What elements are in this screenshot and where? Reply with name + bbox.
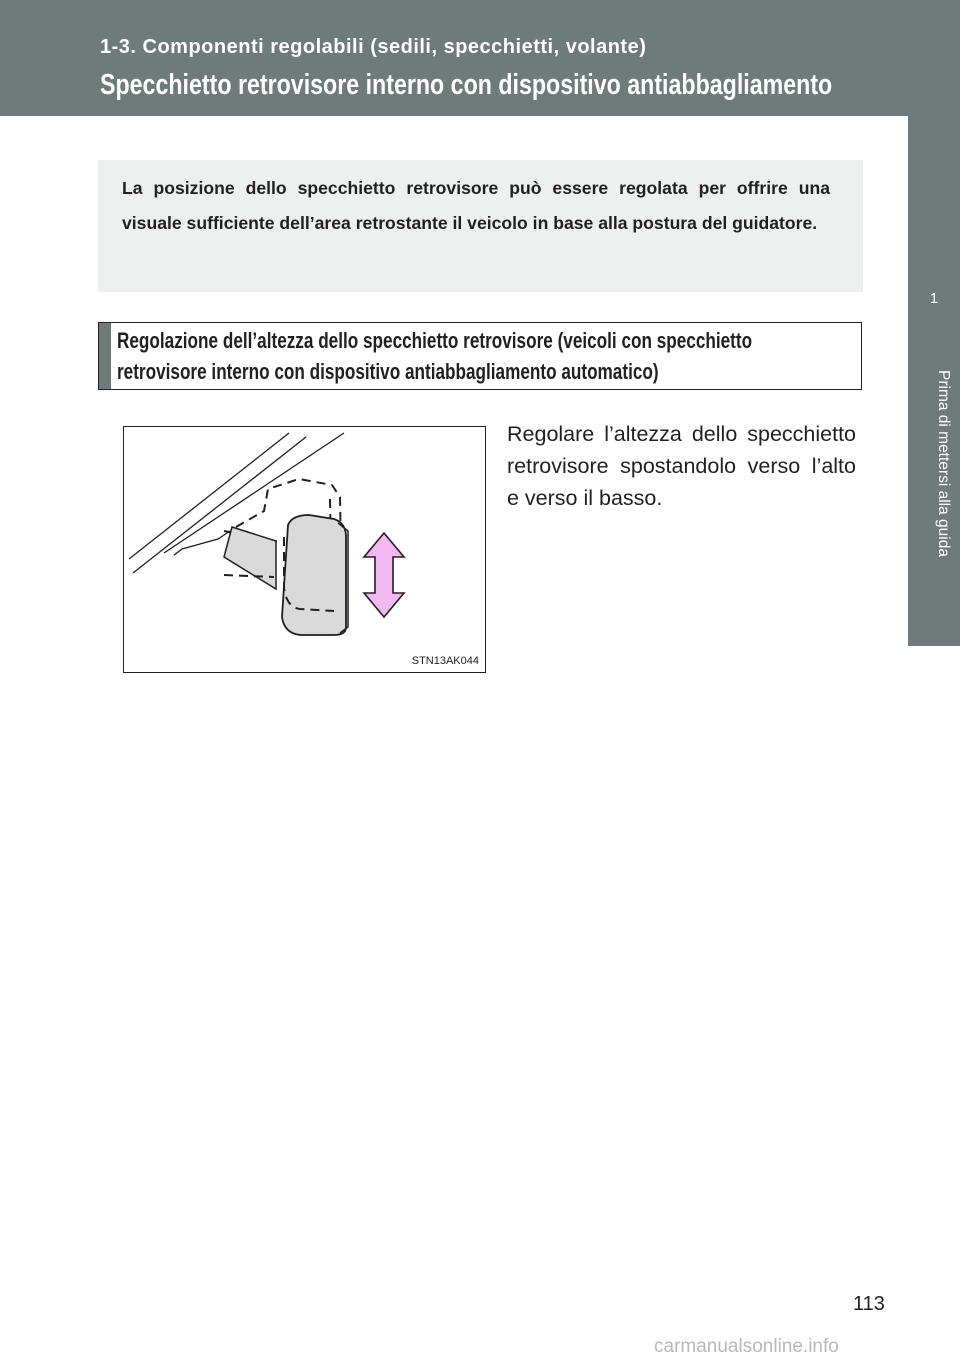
mirror-drawing xyxy=(124,427,485,672)
side-tab-upper xyxy=(908,116,960,256)
windshield-line-2 xyxy=(133,437,306,573)
subheading-bar xyxy=(99,323,111,389)
figure-code: STN13AK044 xyxy=(411,655,479,667)
side-tab-number: 1 xyxy=(929,290,939,307)
subheading-line-2: retrovisore interno con dispositivo antiabbagliamento automatico) xyxy=(117,359,659,384)
mirror-arm xyxy=(224,527,276,589)
mirror-body xyxy=(282,515,346,635)
side-tab-label: Prima di mettersi alla guida xyxy=(935,370,952,557)
watermark: carmanualsonline.info xyxy=(654,1336,839,1357)
up-down-arrow-icon xyxy=(364,533,404,617)
page-number: 113 xyxy=(853,1293,885,1315)
section-title: 1-3. Componenti regolabili (sedili, specchietti, volante) xyxy=(100,36,647,58)
subheading-line-1: Regolazione dell’altezza dello specchietto retrovisore (veicoli con specchietto xyxy=(117,328,753,353)
page-title: Specchietto retrovisore interno con dispositivo antiabbagliamento xyxy=(100,69,833,101)
mirror-illustration xyxy=(123,426,486,673)
body-text: Regolare l’altezza dello specchietto retrovisore spostandolo verso l’alto e verso il basso. xyxy=(507,422,856,510)
intro-text: La posizione dello specchietto retrovisore può essere regolata per offrire una visuale sufficiente dell’area retrostante il veicolo in base alla postura del guidatore. xyxy=(122,178,830,233)
subheading-text xyxy=(117,325,752,387)
